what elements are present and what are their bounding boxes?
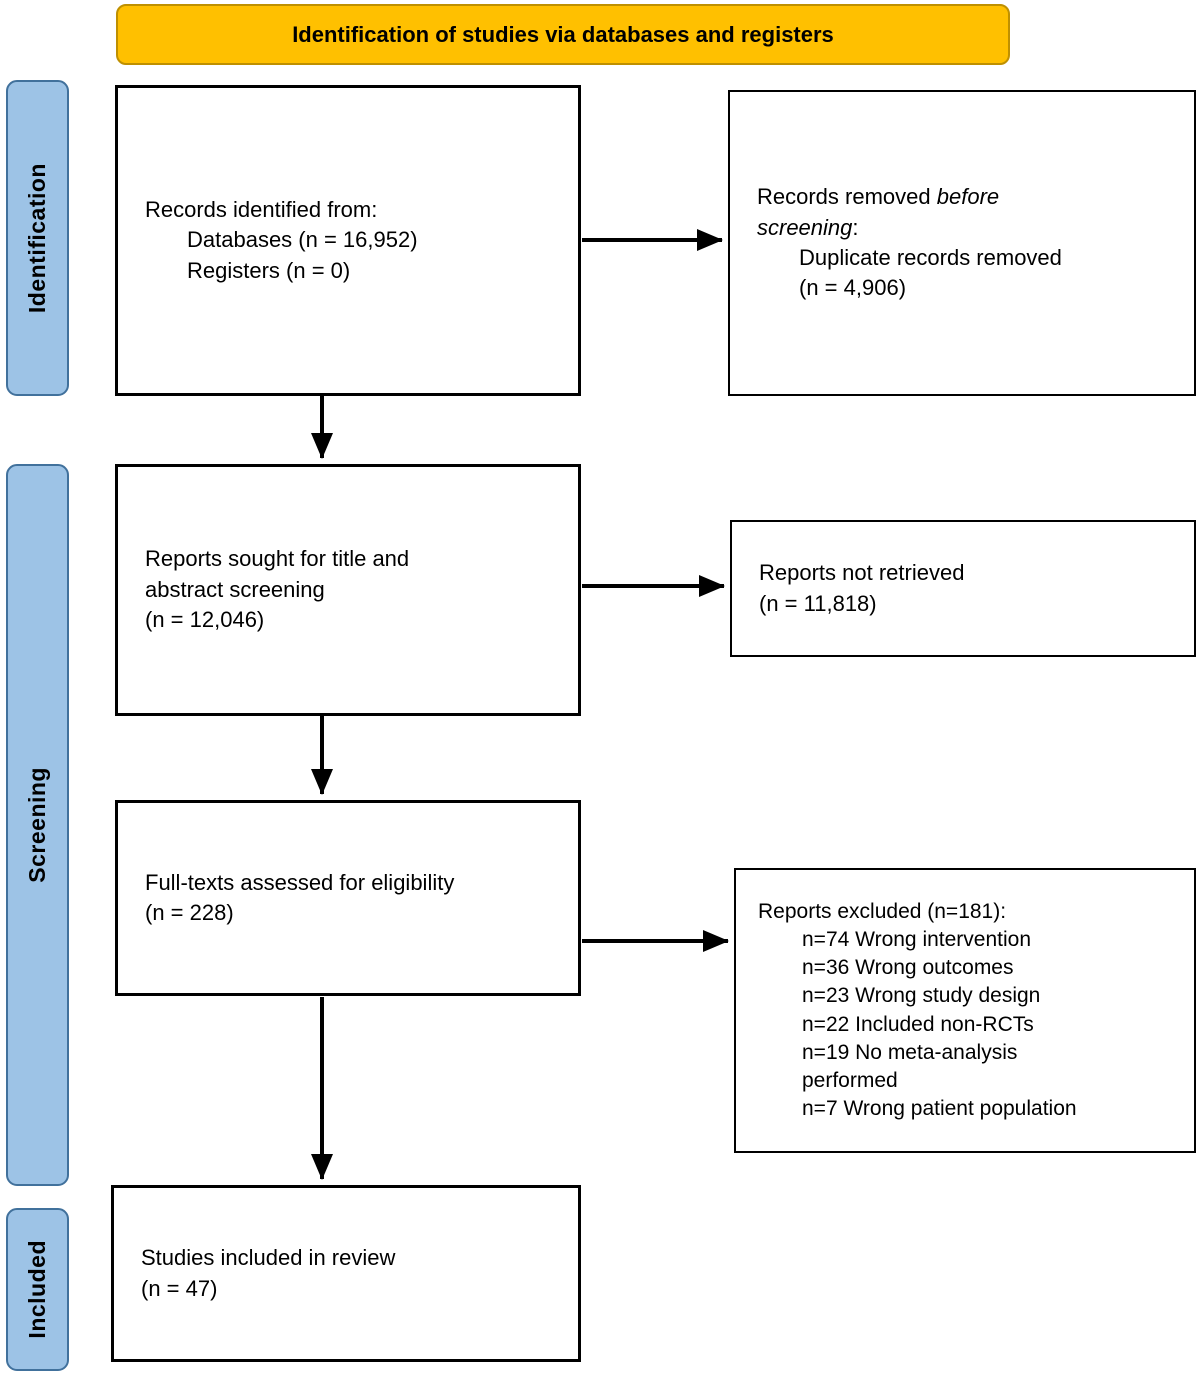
records-removed-title [757,182,1176,212]
reports-excluded-reason-6: n=7 Wrong patient population [802,1096,1077,1120]
reports-not-retrieved-count: (n = 11,818) [759,590,877,616]
reports-excluded-reason-3: n=23 Wrong study design [802,984,1041,1008]
reports-excluded-reason-1: n=74 Wrong intervention [802,928,1032,952]
diagram-header [116,4,1010,65]
records-identified-registers: Registers (n = 0) [187,257,351,283]
studies-included-text: Studies included in review [141,1245,396,1271]
reports-sought-line2: abstract screening [145,576,325,602]
records-removed-title-italic2: screening [757,214,853,240]
box-records-removed [728,90,1196,396]
reports-excluded-reason-5b: performed [802,1068,898,1092]
records-removed-title2 [757,213,1176,243]
box-records-identified [115,85,581,396]
box-reports-sought [115,464,581,716]
reports-excluded-reason-2: n=36 Wrong outcomes [802,956,1014,980]
stage-label-identification [6,80,69,396]
diagram-header-title: Identification of studies via databases and registers [292,21,834,47]
records-removed-title-prefix: Records removed [757,184,937,210]
records-removed-title-italic: before [936,184,1000,210]
reports-excluded-title: Reports excluded (n=181): [758,900,1007,923]
records-removed-duplicates: Duplicate records removed [799,245,1062,270]
stage-label-identification-text: Identification [24,162,50,314]
reports-sought-line1: Reports sought for title and [145,546,410,572]
box-reports-not-retrieved [730,520,1196,657]
fulltexts-assessed-count: (n = 228) [145,900,234,925]
records-identified-databases: Databases (n = 16,952) [187,227,418,253]
stage-label-included [6,1208,69,1371]
records-removed-count: (n = 4,906) [799,275,907,301]
box-studies-included [111,1185,581,1362]
reports-not-retrieved-text: Reports not retrieved [759,560,965,586]
reports-excluded-reason-5: n=19 No meta-analysis [802,1040,1018,1064]
fulltexts-assessed-text: Full-texts assessed for eligibility [145,869,455,895]
box-reports-excluded [734,868,1196,1153]
stage-label-screening [6,464,69,1186]
records-identified-title: Records identified from: [145,196,378,222]
stage-label-screening-text: Screening [24,767,50,883]
stage-label-included-text: Included [24,1240,50,1339]
box-fulltexts-assessed [115,800,581,996]
reports-excluded-reason-4: n=22 Included non-RCTs [802,1012,1034,1036]
reports-sought-count: (n = 12,046) [145,607,265,633]
records-removed-title-suffix: : [852,214,859,240]
studies-included-count: (n = 47) [141,1275,218,1301]
